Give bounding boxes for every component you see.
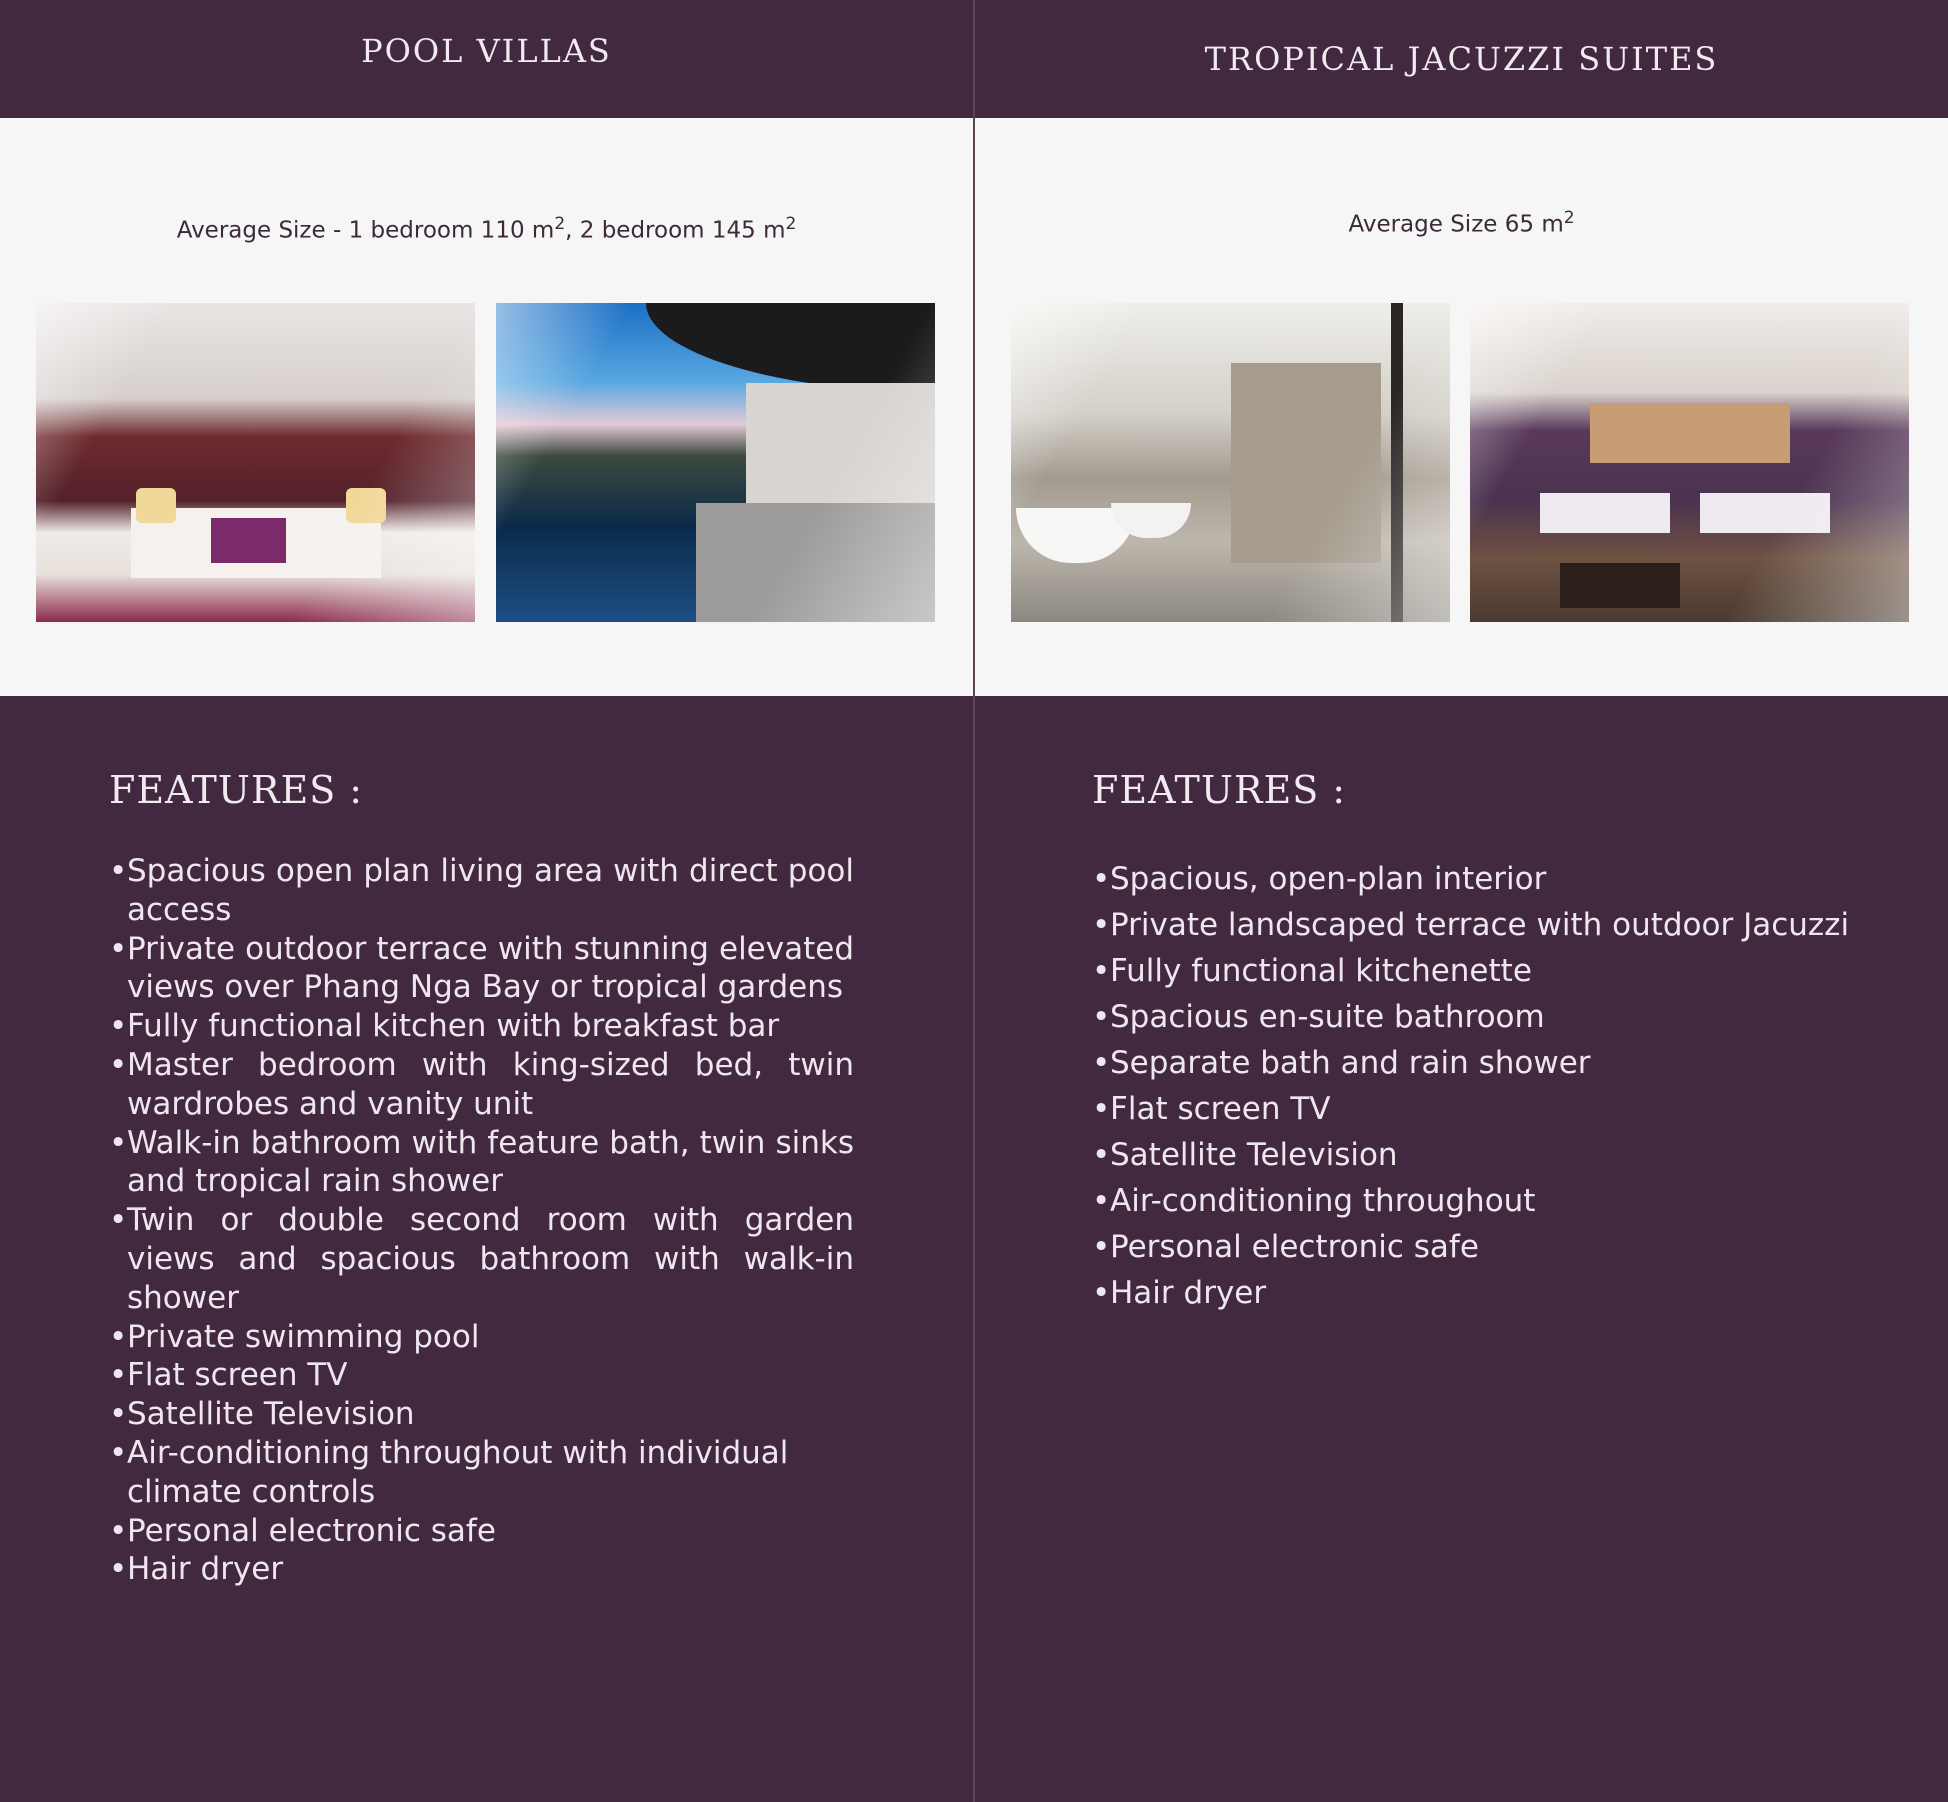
suite-bathroom-photo	[1011, 303, 1450, 622]
jacuzzi-suites-header	[975, 0, 1948, 118]
list-item: • Personal electronic safe	[1092, 1224, 1912, 1270]
list-item: • Fully functional kitchen with breakfast bar	[109, 1007, 854, 1046]
jacuzzi-suites-title: TROPICAL JACUZZI SUITES	[1204, 40, 1719, 78]
list-item: • Private landscaped terrace with outdoor Jacuzzi	[1092, 902, 1912, 948]
list-item: • Walk-in bathroom with feature bath, twin sinks and tropical rain shower	[109, 1124, 854, 1202]
pool-villas-photo-band	[0, 118, 973, 696]
list-item: • Private outdoor terrace with stunning elevated views over Phang Nga Bay or tropical gardens	[109, 930, 854, 1008]
list-item: • Spacious, open-plan interior	[1092, 856, 1912, 902]
list-item: • Spacious open plan living area with direct pool access	[109, 852, 854, 930]
list-item: • Flat screen TV	[109, 1356, 854, 1395]
list-item: • Separate bath and rain shower	[1092, 1040, 1912, 1086]
list-item: • Flat screen TV	[1092, 1086, 1912, 1132]
pool-villas-average-size: Average Size - 1 bedroom 110 $m^2$, 2 bedroom 145 $m^2$	[176, 214, 797, 244]
pool-villas-features-list	[109, 852, 854, 1589]
pool-villas-column	[0, 0, 973, 1802]
jacuzzi-suites-features-list	[1092, 856, 1912, 1316]
list-item: • Air-conditioning throughout	[1092, 1178, 1912, 1224]
list-item: • Hair dryer	[109, 1550, 854, 1589]
list-item: • Personal electronic safe	[109, 1512, 854, 1551]
jacuzzi-suites-photo-band	[975, 118, 1948, 696]
list-item: • Hair dryer	[1092, 1270, 1912, 1316]
list-item: • Satellite Television	[109, 1395, 854, 1434]
villa-pool-photo	[496, 303, 935, 622]
list-item: • Twin or double second room with garden views and spacious bathroom with walk-in shower	[109, 1201, 854, 1317]
jacuzzi-suites-features-title: FEATURES :	[1092, 768, 1347, 812]
list-item: • Master bedroom with king-sized bed, twin wardrobes and vanity unit	[109, 1046, 854, 1124]
jacuzzi-suites-column	[975, 0, 1948, 1802]
list-item: • Fully functional kitchenette	[1092, 948, 1912, 994]
list-item: • Spacious en-suite bathroom	[1092, 994, 1912, 1040]
suite-bedroom-photo	[1470, 303, 1909, 622]
jacuzzi-suites-average-size: Average Size 65 $m^2$	[1348, 208, 1575, 238]
villa-bedroom-photo	[36, 303, 475, 622]
list-item: • Private swimming pool	[109, 1318, 854, 1357]
pool-villas-header	[0, 0, 973, 118]
list-item: • Satellite Television	[1092, 1132, 1912, 1178]
list-item: • Air-conditioning throughout with individual climate controls	[109, 1434, 854, 1512]
pool-villas-title: POOL VILLAS	[361, 32, 612, 70]
pool-villas-features-title: FEATURES :	[109, 768, 364, 812]
